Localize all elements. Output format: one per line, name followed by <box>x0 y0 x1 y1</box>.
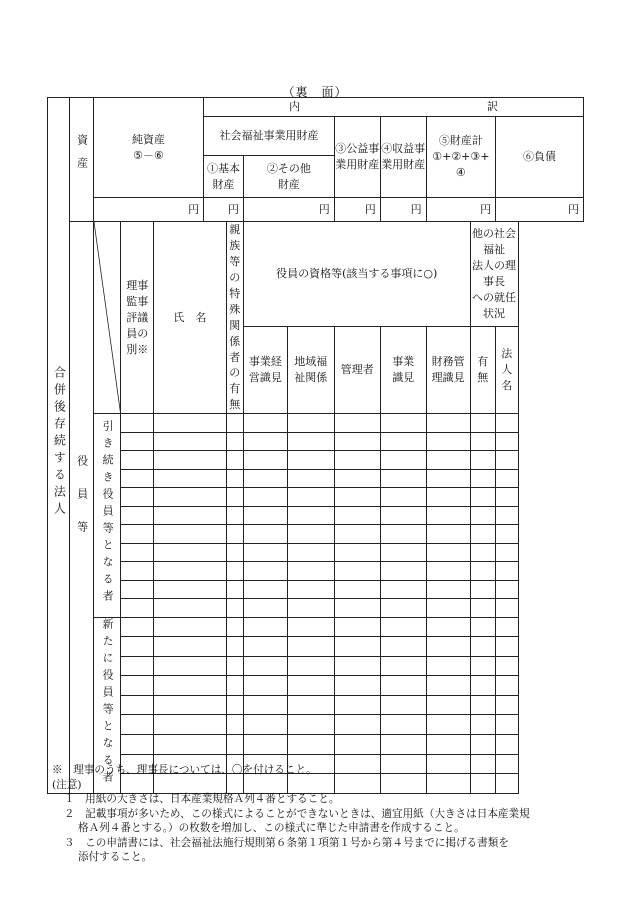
qual-2-cell[interactable] <box>287 617 334 637</box>
qual-3-cell[interactable] <box>334 488 380 507</box>
qual-4-cell[interactable] <box>380 656 426 676</box>
name-cell[interactable] <box>154 414 226 433</box>
kin-cell[interactable] <box>226 695 243 715</box>
qual-3-cell[interactable] <box>334 525 380 544</box>
qual-1-cell[interactable] <box>243 695 287 715</box>
category-cell[interactable] <box>121 432 154 451</box>
qual-1-cell[interactable] <box>243 506 287 525</box>
kin-cell[interactable] <box>226 506 243 525</box>
category-cell[interactable] <box>121 637 154 657</box>
name-cell[interactable] <box>154 543 226 562</box>
qual-4-cell[interactable] <box>380 543 426 562</box>
officer-row <box>48 543 584 562</box>
qual-3-cell[interactable] <box>334 469 380 488</box>
public-interest-header: ③公益事 業用財産 <box>334 117 380 198</box>
corp-name-cell[interactable] <box>496 488 518 507</box>
presence-cell[interactable] <box>470 525 496 544</box>
officer-category-header: 理事 監事 評議 員の 別※ <box>121 222 154 414</box>
surviving-corporation-label <box>48 98 70 794</box>
qual-5-cell[interactable] <box>426 735 470 755</box>
presence-cell[interactable] <box>470 715 496 735</box>
corp-name-cell[interactable] <box>496 432 518 451</box>
kin-cell[interactable] <box>226 562 243 581</box>
qual-2-cell[interactable] <box>287 525 334 544</box>
qual-1-cell[interactable] <box>243 715 287 735</box>
name-cell[interactable] <box>154 637 226 657</box>
qual-4-cell[interactable] <box>380 562 426 581</box>
corp-name-cell[interactable] <box>496 617 518 637</box>
qual-3-cell[interactable] <box>334 599 380 618</box>
qual-3-cell[interactable] <box>334 562 380 581</box>
kin-relation-header: 親族 等の 特殊 関係 者の 有無 <box>226 222 243 414</box>
presence-cell[interactable] <box>470 580 496 599</box>
presence-cell[interactable] <box>470 637 496 657</box>
qual-4-cell[interactable] <box>380 525 426 544</box>
officer-row <box>48 451 584 470</box>
group-new-text: 新たに役員等となる者 <box>101 617 115 788</box>
qual-2-cell[interactable] <box>287 432 334 451</box>
qual-2-cell[interactable] <box>287 580 334 599</box>
note-2-cont: 格Ａ列４番とする。）の枚数を増加し、この様式に準じた申請書を作成すること。 <box>78 822 465 834</box>
kin-cell[interactable] <box>226 414 243 433</box>
qual-5-cell[interactable] <box>426 617 470 637</box>
officer-row <box>48 715 584 735</box>
qual-1-cell[interactable] <box>243 525 287 544</box>
category-cell[interactable] <box>121 580 154 599</box>
kin-cell[interactable] <box>226 637 243 657</box>
kin-cell[interactable] <box>226 432 243 451</box>
qual-3-cell[interactable] <box>334 543 380 562</box>
category-cell[interactable] <box>121 543 154 562</box>
category-cell[interactable] <box>121 506 154 525</box>
qual-3-cell[interactable] <box>334 451 380 470</box>
kin-cell[interactable] <box>226 543 243 562</box>
presence-cell[interactable] <box>470 695 496 715</box>
name-cell[interactable] <box>154 715 226 735</box>
officer-row <box>48 617 584 637</box>
qual-1-cell[interactable] <box>243 432 287 451</box>
corp-name-cell[interactable] <box>496 469 518 488</box>
corp-name-cell[interactable] <box>496 543 518 562</box>
note-3-cont: 添付すること。 <box>78 851 153 863</box>
qual-3-cell[interactable] <box>334 656 380 676</box>
qual-3-cell[interactable] <box>334 617 380 637</box>
kin-cell[interactable] <box>226 488 243 507</box>
revenue-value[interactable]: 円 <box>380 198 426 222</box>
officer-row <box>48 432 584 451</box>
qual-2-cell[interactable] <box>287 488 334 507</box>
name-cell[interactable] <box>154 599 226 618</box>
presence-cell[interactable] <box>470 451 496 470</box>
category-cell[interactable] <box>121 469 154 488</box>
net-assets-header: 純資産 ⑤－⑥ <box>93 98 203 198</box>
revenue-header: ④収益事 業用財産 <box>380 117 426 198</box>
name-cell[interactable] <box>154 469 226 488</box>
other-corp-name: 法人名 <box>496 326 518 414</box>
qual-3-cell[interactable] <box>334 735 380 755</box>
qual-4-cell[interactable] <box>380 715 426 735</box>
merger-form-table <box>47 97 584 794</box>
qual-4-cell[interactable] <box>380 599 426 618</box>
qual-2-cell[interactable] <box>287 562 334 581</box>
qual-4-cell[interactable] <box>380 432 426 451</box>
officer-row <box>48 525 584 544</box>
officer-row <box>48 676 584 696</box>
qual-5-cell[interactable] <box>426 414 470 433</box>
qual-5-cell[interactable] <box>426 432 470 451</box>
presence-cell[interactable] <box>470 469 496 488</box>
qual-3-cell[interactable] <box>334 506 380 525</box>
qual-4-cell[interactable] <box>380 735 426 755</box>
name-cell[interactable] <box>154 451 226 470</box>
category-cell[interactable] <box>121 488 154 507</box>
name-cell[interactable] <box>154 676 226 696</box>
name-cell[interactable] <box>154 580 226 599</box>
note-chairman: ※ 理事のうち、理事長については、〇を付けること。 <box>52 764 317 776</box>
qual-5-cell[interactable] <box>426 562 470 581</box>
qual-2-cell[interactable] <box>287 656 334 676</box>
qual-5-cell[interactable] <box>426 543 470 562</box>
officer-row <box>48 506 584 525</box>
diagonal-line <box>94 222 121 413</box>
qual-2-cell[interactable] <box>287 695 334 715</box>
name-cell[interactable] <box>154 735 226 755</box>
qual-3-cell[interactable] <box>334 637 380 657</box>
qual-2-cell[interactable] <box>287 735 334 755</box>
corp-name-cell[interactable] <box>496 715 518 735</box>
basic-property-value[interactable]: 円 <box>204 198 244 222</box>
category-cell[interactable] <box>121 414 154 433</box>
qual-1-cell[interactable] <box>243 488 287 507</box>
name-cell[interactable] <box>154 432 226 451</box>
name-cell[interactable] <box>154 525 226 544</box>
officer-row <box>48 469 584 488</box>
qual-business-mgmt: 事業経 営識見 <box>243 326 287 414</box>
qual-2-cell[interactable] <box>287 414 334 433</box>
corp-name-cell[interactable] <box>496 656 518 676</box>
qual-5-cell[interactable] <box>426 488 470 507</box>
qual-4-cell[interactable] <box>380 580 426 599</box>
qual-4-cell[interactable] <box>380 414 426 433</box>
side-label-text: 合併後存続する法人 <box>52 366 67 520</box>
presence-cell[interactable] <box>470 735 496 755</box>
qual-2-cell[interactable] <box>287 469 334 488</box>
corp-name-cell[interactable] <box>496 506 518 525</box>
officer-row <box>48 414 584 433</box>
corp-name-cell[interactable] <box>496 562 518 581</box>
group-continuing-label <box>93 414 121 618</box>
qual-2-cell[interactable] <box>287 599 334 618</box>
qual-business-insight: 事業 識見 <box>380 326 426 414</box>
qual-5-cell[interactable] <box>426 580 470 599</box>
qual-5-cell[interactable] <box>426 676 470 696</box>
qual-1-cell[interactable] <box>243 676 287 696</box>
diagonal-corner <box>93 222 121 414</box>
qual-5-cell[interactable] <box>426 525 470 544</box>
qual-2-cell[interactable] <box>287 451 334 470</box>
corp-name-cell[interactable] <box>496 735 518 755</box>
category-cell[interactable] <box>121 599 154 618</box>
officer-row <box>48 580 584 599</box>
corp-name-cell[interactable] <box>496 637 518 657</box>
note-caution-title: (注意) <box>52 778 82 791</box>
qual-5-cell[interactable] <box>426 469 470 488</box>
corp-name-cell[interactable] <box>496 580 518 599</box>
presence-cell[interactable] <box>470 543 496 562</box>
kin-cell[interactable] <box>226 656 243 676</box>
qual-administrator: 管理者 <box>334 326 380 414</box>
category-cell[interactable] <box>121 562 154 581</box>
qual-1-cell[interactable] <box>243 543 287 562</box>
qual-2-cell[interactable] <box>287 506 334 525</box>
presence-cell[interactable] <box>470 506 496 525</box>
category-cell[interactable] <box>121 451 154 470</box>
other-corp-header: 他の社会福祉 法人の理事長 への就任状況 <box>470 222 518 327</box>
officer-row <box>48 488 584 507</box>
qual-5-cell[interactable] <box>426 637 470 657</box>
form-notes <box>52 763 612 865</box>
qual-1-cell[interactable] <box>243 617 287 637</box>
presence-cell[interactable] <box>470 488 496 507</box>
public-interest-value[interactable]: 円 <box>334 198 380 222</box>
qual-5-cell[interactable] <box>426 451 470 470</box>
officer-row <box>48 735 584 755</box>
qual-3-cell[interactable] <box>334 676 380 696</box>
officer-row <box>48 695 584 715</box>
qual-1-cell[interactable] <box>243 469 287 488</box>
name-cell[interactable] <box>154 695 226 715</box>
note-1: １ 用紙の大きさは、日本産業規格Ａ列４番とすること。 <box>64 793 340 805</box>
category-cell[interactable] <box>121 695 154 715</box>
officer-row <box>48 637 584 657</box>
other-property-header: ②その他 財産 <box>243 156 334 198</box>
qualification-header: 役員の資格等(該当する事項に○) <box>243 222 470 327</box>
category-cell[interactable] <box>121 656 154 676</box>
qual-4-cell[interactable] <box>380 637 426 657</box>
corp-name-cell[interactable] <box>496 451 518 470</box>
total-value[interactable]: 円 <box>426 198 495 222</box>
net-assets-value[interactable]: 円 <box>93 198 203 222</box>
qual-1-cell[interactable] <box>243 414 287 433</box>
kin-cell[interactable] <box>226 735 243 755</box>
name-cell[interactable] <box>154 617 226 637</box>
qual-3-cell[interactable] <box>334 580 380 599</box>
liabilities-header: ⑥負債 <box>496 117 584 198</box>
category-cell[interactable] <box>121 735 154 755</box>
qual-3-cell[interactable] <box>334 432 380 451</box>
qual-1-cell[interactable] <box>243 562 287 581</box>
kin-cell[interactable] <box>226 715 243 735</box>
qual-5-cell[interactable] <box>426 599 470 618</box>
note-2: ２ 記載事項が多いため、この様式によることができないときは、適宜用紙（大きさは日本産業規 <box>64 807 530 820</box>
qual-2-cell[interactable] <box>287 637 334 657</box>
qual-1-cell[interactable] <box>243 451 287 470</box>
corp-name-cell[interactable] <box>496 676 518 696</box>
name-cell[interactable] <box>154 488 226 507</box>
total-header: ⑤財産計 ①+②+③+ ④ <box>426 117 495 198</box>
qual-4-cell[interactable] <box>380 488 426 507</box>
officer-row <box>48 599 584 618</box>
officer-name-header: 氏 名 <box>154 222 226 414</box>
qual-1-cell[interactable] <box>243 735 287 755</box>
category-cell[interactable] <box>121 525 154 544</box>
category-cell[interactable] <box>121 715 154 735</box>
qual-3-cell[interactable] <box>334 695 380 715</box>
qual-financial-mgmt: 財務管 理識見 <box>426 326 470 414</box>
qual-5-cell[interactable] <box>426 656 470 676</box>
qual-4-cell[interactable] <box>380 695 426 715</box>
qual-4-cell[interactable] <box>380 451 426 470</box>
qual-4-cell[interactable] <box>380 469 426 488</box>
presence-cell[interactable] <box>470 414 496 433</box>
qual-1-cell[interactable] <box>243 580 287 599</box>
officers-section-label: 役員等 <box>70 222 93 794</box>
qual-2-cell[interactable] <box>287 715 334 735</box>
assets-section-label: 資産 <box>70 98 93 222</box>
qual-1-cell[interactable] <box>243 599 287 618</box>
qual-5-cell[interactable] <box>426 695 470 715</box>
breakdown-header: 内 訳 <box>204 98 584 117</box>
qual-5-cell[interactable] <box>426 715 470 735</box>
basic-property-header: ①基本財産 <box>204 156 244 198</box>
corp-name-cell[interactable] <box>496 695 518 715</box>
name-cell[interactable] <box>154 562 226 581</box>
kin-cell[interactable] <box>226 580 243 599</box>
presence-cell[interactable] <box>470 599 496 618</box>
qual-3-cell[interactable] <box>334 414 380 433</box>
qual-1-cell[interactable] <box>243 637 287 657</box>
kin-cell[interactable] <box>226 617 243 637</box>
presence-cell[interactable] <box>470 676 496 696</box>
group-continuing-text: 引き続き役員等となる者 <box>101 419 115 607</box>
qual-4-cell[interactable] <box>380 506 426 525</box>
name-cell[interactable] <box>154 656 226 676</box>
qual-2-cell[interactable] <box>287 543 334 562</box>
kin-cell[interactable] <box>226 599 243 618</box>
presence-cell[interactable] <box>470 617 496 637</box>
kin-cell[interactable] <box>226 676 243 696</box>
corp-name-cell[interactable] <box>496 525 518 544</box>
page-heading: （裏 面） <box>282 85 348 99</box>
qual-community-welfare: 地域福 祉関係 <box>287 326 334 414</box>
kin-cell[interactable] <box>226 469 243 488</box>
other-corp-presence: 有 無 <box>470 326 496 414</box>
qual-1-cell[interactable] <box>243 656 287 676</box>
officer-row <box>48 562 584 581</box>
corp-name-cell[interactable] <box>496 599 518 618</box>
qual-4-cell[interactable] <box>380 617 426 637</box>
qual-2-cell[interactable] <box>287 676 334 696</box>
social-welfare-assets-header: 社会福祉事業用財産 <box>204 117 335 156</box>
presence-cell[interactable] <box>470 656 496 676</box>
category-cell[interactable] <box>121 676 154 696</box>
other-property-value[interactable]: 円 <box>243 198 334 222</box>
presence-cell[interactable] <box>470 432 496 451</box>
qual-3-cell[interactable] <box>334 715 380 735</box>
note-3: ３ この申請書には、社会福祉法施行規則第６条第１項第１号から第４号までに掲げる書類を <box>64 836 509 849</box>
form-frame <box>47 97 584 794</box>
corp-name-cell[interactable] <box>496 414 518 433</box>
qual-4-cell[interactable] <box>380 676 426 696</box>
name-cell[interactable] <box>154 506 226 525</box>
presence-cell[interactable] <box>470 562 496 581</box>
liabilities-value[interactable]: 円 <box>496 198 584 222</box>
kin-cell[interactable] <box>226 451 243 470</box>
officer-row <box>48 656 584 676</box>
qual-5-cell[interactable] <box>426 506 470 525</box>
category-cell[interactable] <box>121 617 154 637</box>
kin-cell[interactable] <box>226 525 243 544</box>
